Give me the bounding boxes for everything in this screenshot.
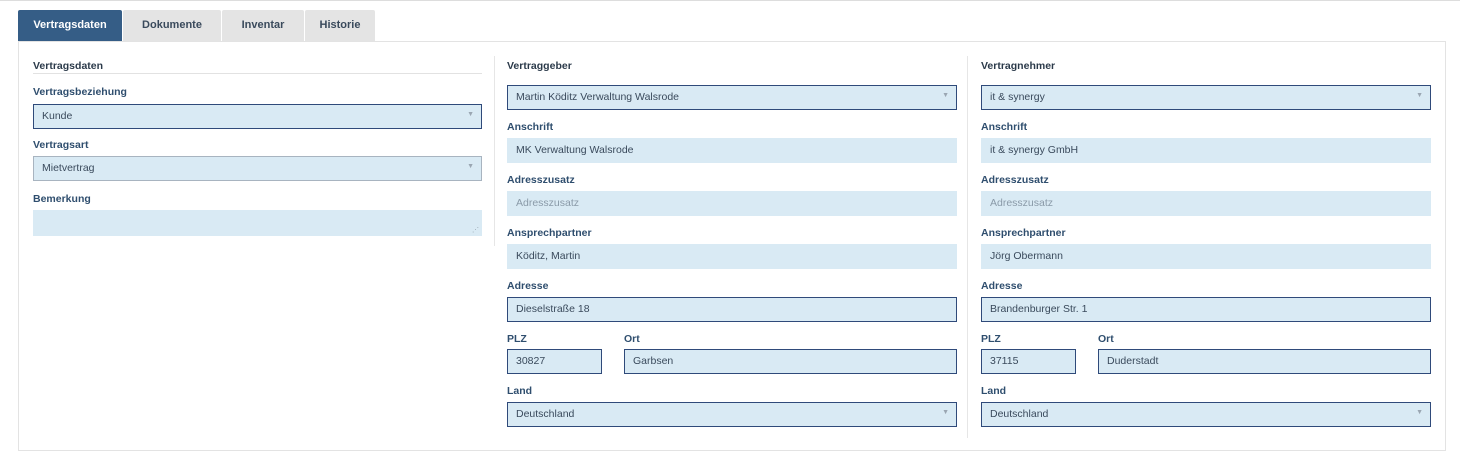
tab-dokumente[interactable]: Dokumente bbox=[123, 10, 221, 41]
input-nehmer-adresszusatz[interactable]: Adresszusatz bbox=[981, 191, 1431, 216]
label-geber-ansprechpartner: Ansprechpartner bbox=[507, 227, 592, 239]
label-geber-plz: PLZ bbox=[507, 333, 527, 345]
select-geber-land-value: Deutschland bbox=[516, 408, 575, 420]
section-title-vertraggeber: Vertraggeber bbox=[507, 60, 572, 72]
label-nehmer-adresszusatz: Adresszusatz bbox=[981, 174, 1049, 186]
chevron-down-icon: ▼ bbox=[942, 92, 949, 99]
input-nehmer-ansprechpartner[interactable]: Jörg Obermann bbox=[981, 244, 1431, 269]
column-divider-2 bbox=[967, 56, 968, 438]
input-nehmer-plz[interactable]: 37115 bbox=[981, 349, 1076, 374]
label-nehmer-adresse: Adresse bbox=[981, 280, 1023, 292]
label-geber-land: Land bbox=[507, 385, 533, 397]
label-nehmer-ort: Ort bbox=[1098, 333, 1114, 345]
input-geber-ort[interactable]: Garbsen bbox=[624, 349, 957, 374]
label-nehmer-ansprechpartner: Ansprechpartner bbox=[981, 227, 1066, 239]
select-nehmer-land[interactable] bbox=[981, 402, 1431, 427]
label-geber-ort: Ort bbox=[624, 333, 640, 345]
select-geber-land[interactable] bbox=[507, 402, 957, 427]
label-nehmer-anschrift: Anschrift bbox=[981, 121, 1028, 133]
section-title-vertragsdaten: Vertragsdaten bbox=[33, 60, 104, 72]
vertragsdaten-panel bbox=[18, 41, 1446, 451]
label-nehmer-plz: PLZ bbox=[981, 333, 1001, 345]
input-geber-plz[interactable]: 30827 bbox=[507, 349, 602, 374]
textarea-bemerkung[interactable] bbox=[33, 210, 482, 236]
section-underline bbox=[33, 73, 482, 74]
chevron-down-icon: ▼ bbox=[467, 111, 474, 118]
resize-handle-icon[interactable]: ⋰ bbox=[472, 227, 479, 234]
chevron-down-icon: ▼ bbox=[1416, 409, 1423, 416]
label-vertragsart: Vertragsart bbox=[33, 139, 89, 151]
select-vertragsbeziehung[interactable] bbox=[33, 104, 482, 129]
label-geber-adresse: Adresse bbox=[507, 280, 549, 292]
select-vertragsbeziehung-value: Kunde bbox=[42, 110, 73, 122]
tab-bar bbox=[18, 10, 375, 41]
select-vertragnehmer[interactable] bbox=[981, 85, 1431, 110]
chevron-down-icon: ▼ bbox=[467, 163, 474, 170]
select-vertragsart-value: Mietvertrag bbox=[42, 162, 95, 174]
input-nehmer-anschrift[interactable]: it & synergy GmbH bbox=[981, 138, 1431, 163]
column-divider-1 bbox=[494, 56, 495, 246]
chevron-down-icon: ▼ bbox=[942, 409, 949, 416]
input-geber-adresse[interactable]: Dieselstraße 18 bbox=[507, 297, 957, 322]
select-vertragsart[interactable] bbox=[33, 156, 482, 181]
label-bemerkung: Bemerkung bbox=[33, 193, 91, 205]
tab-historie[interactable]: Historie bbox=[305, 10, 375, 41]
select-vertragnehmer-value: it & synergy bbox=[990, 91, 1045, 103]
input-geber-anschrift[interactable]: MK Verwaltung Walsrode bbox=[507, 138, 957, 163]
tab-inventar[interactable]: Inventar bbox=[222, 10, 304, 41]
input-nehmer-ort[interactable]: Duderstadt bbox=[1098, 349, 1431, 374]
select-vertraggeber-value: Martin Köditz Verwaltung Walsrode bbox=[516, 91, 680, 103]
label-nehmer-land: Land bbox=[981, 385, 1007, 397]
input-geber-ansprechpartner[interactable]: Köditz, Martin bbox=[507, 244, 957, 269]
section-title-vertragnehmer: Vertragnehmer bbox=[981, 60, 1056, 72]
input-geber-adresszusatz[interactable]: Adresszusatz bbox=[507, 191, 957, 216]
select-vertraggeber[interactable] bbox=[507, 85, 957, 110]
chevron-down-icon: ▼ bbox=[1416, 92, 1423, 99]
select-nehmer-land-value: Deutschland bbox=[990, 408, 1049, 420]
label-geber-adresszusatz: Adresszusatz bbox=[507, 174, 575, 186]
label-vertragsbeziehung: Vertragsbeziehung bbox=[33, 86, 127, 98]
label-geber-anschrift: Anschrift bbox=[507, 121, 554, 133]
input-nehmer-adresse[interactable]: Brandenburger Str. 1 bbox=[981, 297, 1431, 322]
tab-vertragsdaten[interactable]: Vertragsdaten bbox=[18, 10, 122, 41]
